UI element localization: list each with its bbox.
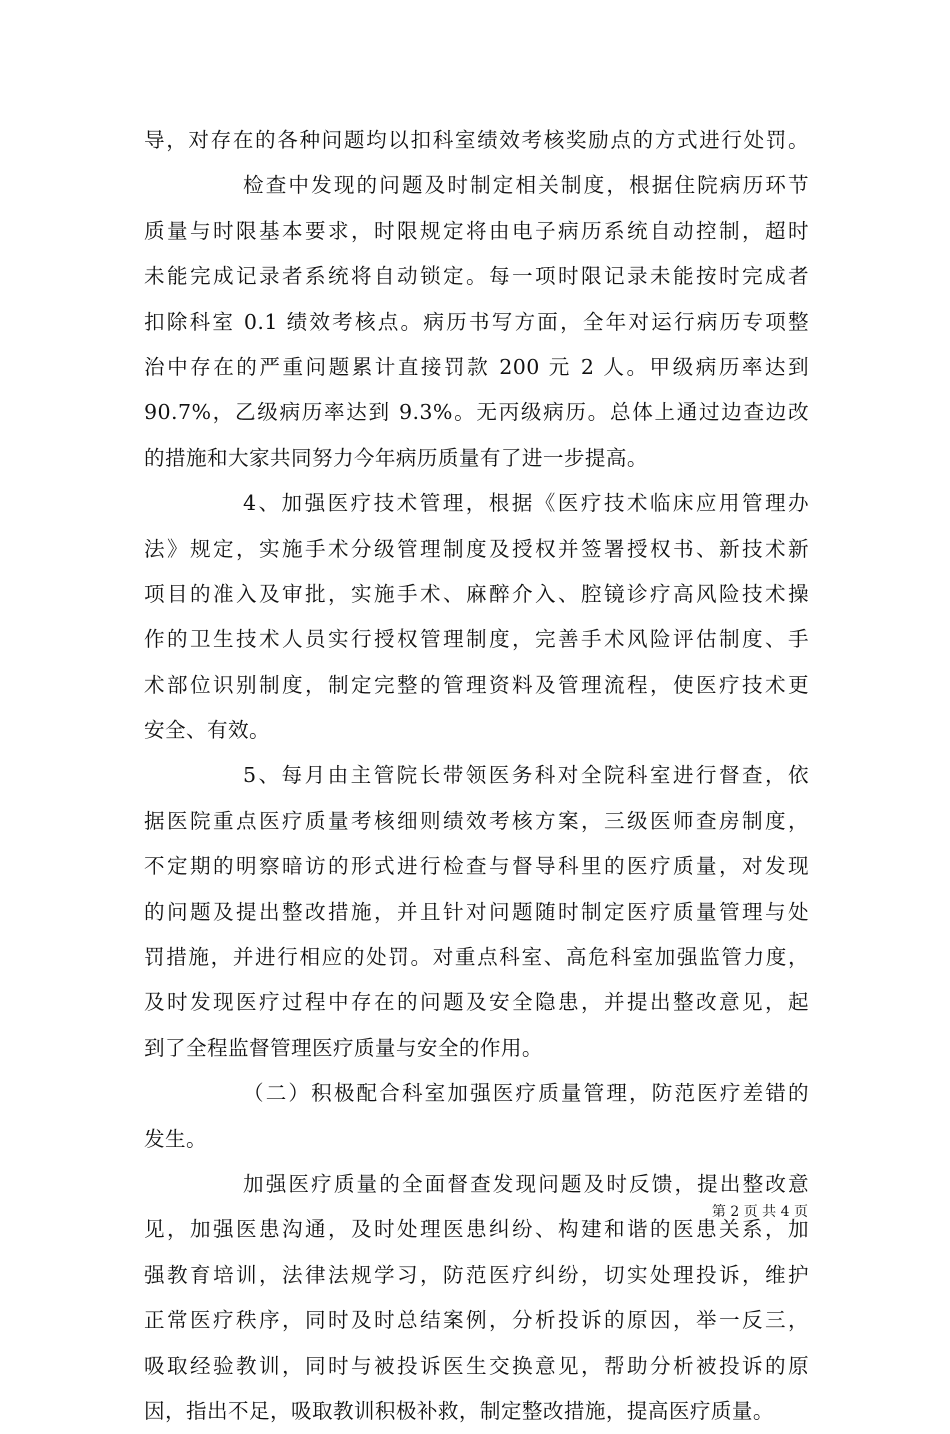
text-line: 到了全程监督管理医疗质量与安全的作用。 <box>144 1035 543 1060</box>
page-number-footer: 第 2 页 共 4 页 <box>711 1204 808 1220</box>
text-line: 的措施和大家共同努力今年病历质量有了进一步提高。 <box>144 445 648 470</box>
text-line: 加强医疗质量的全面督查发现问题及时反馈，提出整改意 <box>243 1171 809 1196</box>
text-line: 5、每月由主管院长带领医务科对全院科室进行督查，依 <box>243 763 809 788</box>
text-line: 项目的准入及审批，实施手术、麻醉介入、腔镜诊疗高风险技术操 <box>144 581 809 606</box>
text-line: 因，指出不足，吸取教训积极补救，制定整改措施，提高医疗质量。 <box>144 1398 774 1423</box>
text-line: 及时发现医疗过程中存在的问题及安全隐患，并提出整改意见，起 <box>144 990 809 1015</box>
text-line: 质量与时限基本要求，时限规定将由电子病历系统自动控制，超时 <box>144 218 809 243</box>
text-line: 据医院重点医疗质量考核细则绩效考核方案，三级医师查房制度， <box>144 808 809 833</box>
text-line: 4、加强医疗技术管理，根据《医疗技术临床应用管理办 <box>243 491 809 516</box>
document-body <box>144 118 809 1434</box>
text-line: 正常医疗秩序，同时及时总结案例，分析投诉的原因，举一反三， <box>144 1308 809 1333</box>
text-line: 导，对存在的各种问题均以扣科室绩效考核奖励点的方式进行处罚。 <box>144 128 809 152</box>
section-heading-line: 发生。 <box>144 1126 207 1151</box>
text-line: 法》规定，实施手术分级管理制度及授权并签署授权书、新技术新 <box>144 536 809 561</box>
text-line: 安全、有效。 <box>144 718 270 743</box>
text-line: 术部位识别制度，制定完整的管理资料及管理流程，使医疗技术更 <box>144 672 809 697</box>
text-line: 吸取经验教训，同时与被投诉医生交换意见，帮助分析被投诉的原 <box>144 1353 809 1378</box>
text-line: 的问题及提出整改措施，并且针对问题随时制定医疗质量管理与处 <box>144 899 809 924</box>
text-line: 未能完成记录者系统将自动锁定。每一项时限记录未能按时完成者 <box>144 264 809 289</box>
text-line: 见，加强医患沟通，及时处理医患纠纷、构建和谐的医患关系，加 <box>144 1217 809 1242</box>
text-line: 罚措施，并进行相应的处罚。对重点科室、高危科室加强监管力度， <box>144 945 809 970</box>
section-heading-line: （二）积极配合科室加强医疗质量管理，防范医疗差错的 <box>243 1081 809 1106</box>
text-line: 检查中发现的问题及时制定相关制度，根据住院病历环节 <box>243 173 809 198</box>
text-line: 治中存在的严重问题累计直接罚款 200 元 2 人。甲级病历率达到 <box>144 354 809 379</box>
text-line: 作的卫生技术人员实行授权管理制度，完善手术风险评估制度、手 <box>144 627 809 652</box>
text-line: 不定期的明察暗访的形式进行检查与督导科里的医疗质量，对发现 <box>144 854 809 879</box>
text-line: 90.7%，乙级病历率达到 9.3%。无丙级病历。总体上通过边查边改 <box>144 400 809 425</box>
text-line: 扣除科室 0.1 绩效考核点。病历书写方面，全年对运行病历专项整 <box>144 309 809 334</box>
text-line: 强教育培训，法律法规学习，防范医疗纠纷，切实处理投诉，维护 <box>144 1262 809 1287</box>
